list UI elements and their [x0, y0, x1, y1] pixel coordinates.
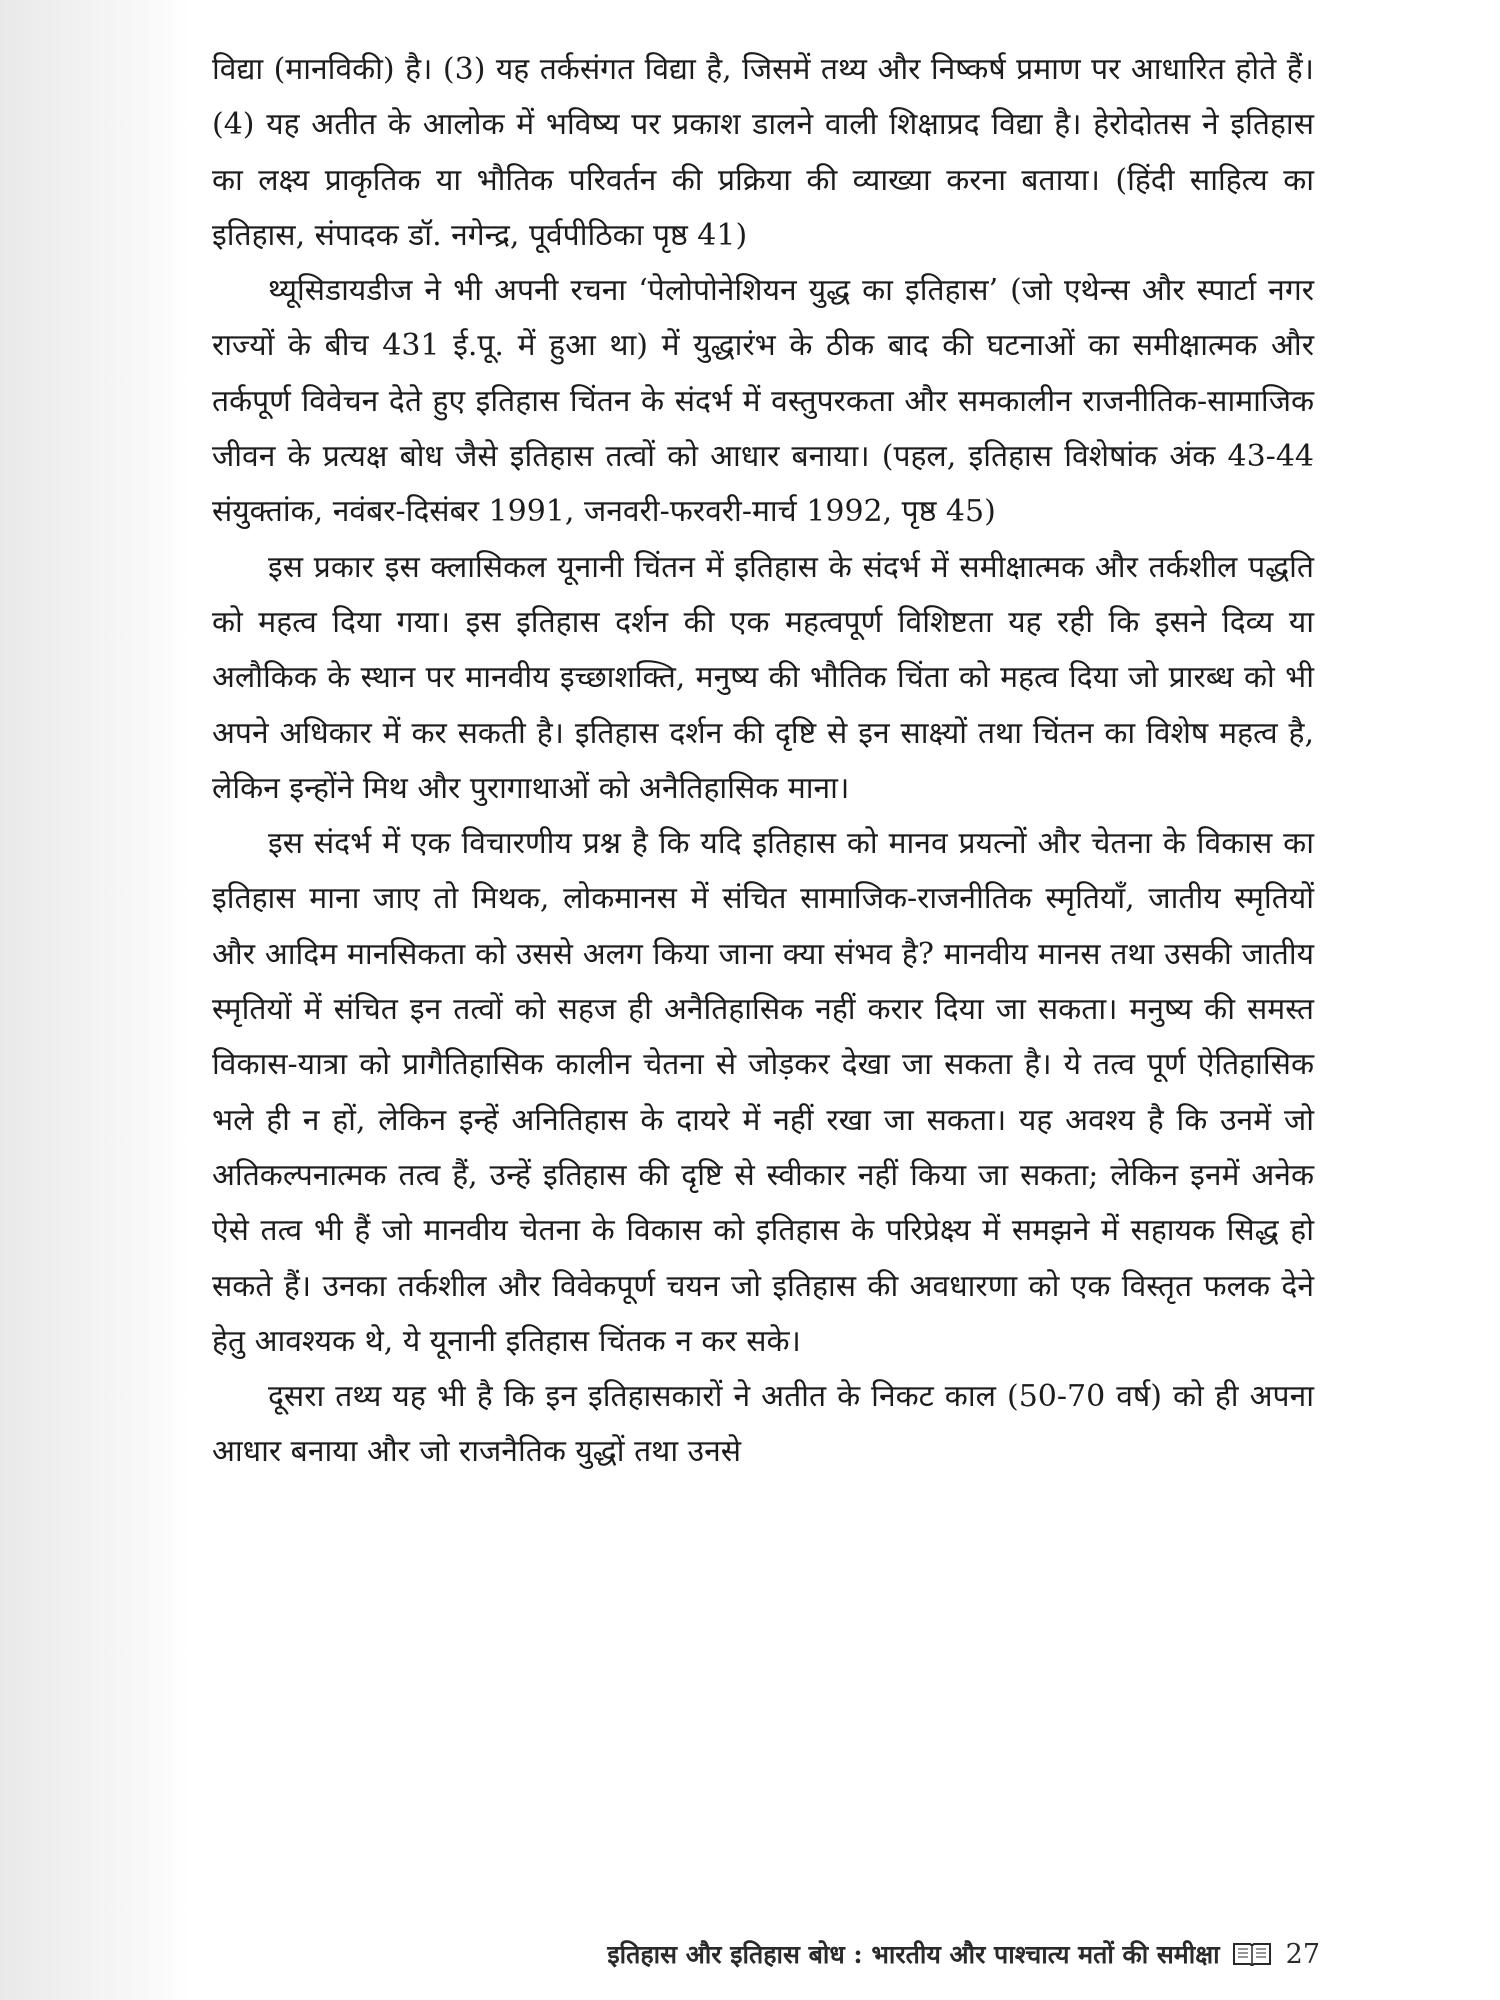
- paragraph-1-continuation: विद्या (मानविकी) है। (3) यह तर्कसंगत विद्या है, जिसमें तथ्य और निष्कर्ष प्रमाण पर आधारित होते हैं। (4) यह अतीत के आलोक में भविष्य पर प्रकाश डालने वाली शिक्षाप्रद विद्या है। हेरोदोतस ने इतिहास का लक्ष्य प्राकृतिक या भौतिक परिवर्तन की प्रक्रिया की व्याख्या करना बताया। (हिंदी साहित्य का इतिहास, संपादक डॉ. नगेन्द्र, पूर्वपीठिका पृष्ठ 41): [212, 52, 1314, 253]
- open-book-icon: [1232, 1941, 1272, 1967]
- paragraph-5: दूसरा तथ्य यह भी है कि इन इतिहासकारों ने अतीत के निकट काल (50-70 वर्ष) को ही अपना आधार बनाया और जो राजनैतिक युद्धों तथा उनसे: [212, 1379, 1314, 1470]
- page-body: [212, 42, 1314, 1480]
- page-gutter-shadow: [0, 0, 190, 2000]
- paragraph-2: थ्यूसिडायडीज ने भी अपनी रचना ‘पेलोपोनेशियन युद्ध का इतिहास’ (जो एथेन्स और स्पार्टा नगर राज्यों के बीच 431 ई.पू. में हुआ था) में युद्धारंभ के ठीक बाद की घटनाओं का समीक्षात्मक और तर्कपूर्ण विवेचन देते हुए इतिहास चिंतन के संदर्भ में वस्तुपरकता और समकालीन राजनीतिक-सामाजिक जीवन के प्रत्यक्ष बोध जैसे इतिहास तत्वों को आधार बनाया। (पहल, इतिहास विशेषांक अंक 43-44 संयुक्तांक, नवंबर-दिसंबर 1991, जनवरी-फरवरी-मार्च 1992, पृष्ठ 45): [212, 273, 1314, 530]
- paragraph-3: इस प्रकार इस क्लासिकल यूनानी चिंतन में इतिहास के संदर्भ में समीक्षात्मक और तर्कशील पद्धति को महत्व दिया गया। इस इतिहास दर्शन की एक महत्वपूर्ण विशिष्टता यह रही कि इसने दिव्य या अलौकिक के स्थान पर मानवीय इच्छाशक्ति, मनुष्य की भौतिक चिंता को महत्व दिया जो प्रारब्ध को भी अपने अधिकार में कर सकती है। इतिहास दर्शन की दृष्टि से इन साक्ष्यों तथा चिंतन का विशेष महत्व है, लेकिन इन्होंने मिथ और पुरागाथाओं को अनैतिहासिक माना।: [212, 549, 1314, 806]
- page-footer: [380, 1934, 1320, 1974]
- running-title: इतिहास और इतिहास बोध : भारतीय और पाश्चात्य मतों की समीक्षा: [607, 1940, 1220, 1969]
- page-number: 27: [1285, 1938, 1320, 1970]
- paragraph-4: इस संदर्भ में एक विचारणीय प्रश्न है कि यदि इतिहास को मानव प्रयत्नों और चेतना के विकास का इतिहास माना जाए तो मिथक, लोकमानस में संचित सामाजिक-राजनीतिक स्मृतियाँ, जातीय स्मृतियों और आदिम मानसिकता को उससे अलग किया जाना क्या संभव है? मानवीय मानस तथा उसकी जातीय स्मृतियों में संचित इन तत्वों को सहज ही अनैतिहासिक नहीं करार दिया जा सकता। मनुष्य की समस्त विकास-यात्रा को प्रागैतिहासिक कालीन चेतना से जोड़कर देखा जा सकता है। ये तत्व पूर्ण ऐतिहासिक भले ही न हों, लेकिन इन्हें अनितिहास के दायरे में नहीं रखा जा सकता। यह अवश्य है कि उनमें जो अतिकल्पनात्मक तत्व हैं, उन्हें इतिहास की दृष्टि से स्वीकार नहीं किया जा सकता; लेकिन इनमें अनेक ऐसे तत्व भी हैं जो मानवीय चेतना के विकास को इतिहास के परिप्रेक्ष्य में समझने में सहायक सिद्ध हो सकते हैं। उनका तर्कशील और विवेकपूर्ण चयन जो इतिहास की अवधारणा को एक विस्तृत फलक देने हेतु आवश्यक थे, ये यूनानी इतिहास चिंतक न कर सके।: [212, 826, 1314, 1359]
